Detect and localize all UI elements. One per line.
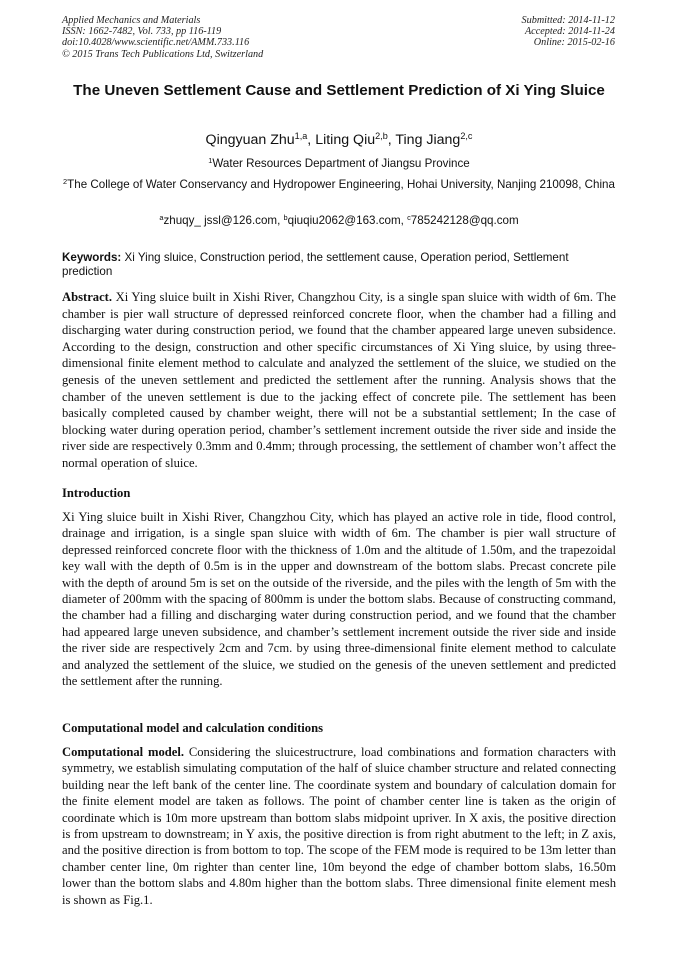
submitted-date: Submitted: 2014-11-12 [521,15,615,26]
introduction-text: Xi Ying sluice built in Xishi River, Changzhou City, which has played an active role in tide, flood control, drainage and irrigation, is a single span sluice with width of 6m. The chamber is pier wall structure of depressed reinforced concrete floor with the thickness of 1.0m and the altitude of 1.50m, and the trapezoidal key wall with the depth of 0.5m is in the upper and downstream of the bottom slabs. Precast concrete pile with the depth of around 5m is set on the outside of the riverside, and the piles with the length of 5m with the diameter of 200mm with the spacing of 800mm is under the bottom slabs. Because of constructing command, the chamber had a filling and discharging water during construction period, and we found that the chamber had appeared large uneven subsidence, and chamber’s settlement increment outside the river side and inside the river side are respectively 2cm and 7cm. by using three-dimensional finite element method to calculate and analyzed the settlement of the sluice, we studied on the genesis of the uneven settlement and predicted the settlement after the running. [62,510,616,689]
affiliation-text: The College of Water Conservancy and Hydropower Engineering, Hohai University, Nanjing 210098, China [67,178,615,191]
computational-heading: Computational model and calculation conditions [62,721,324,735]
abstract-section [62,289,616,472]
affiliation-1 [62,156,616,171]
affiliation-mark: 1 [208,155,213,165]
affiliation-text: Water Resources Department of Jiangsu Province [212,157,470,170]
computational-model-label: Computational model. [62,745,185,759]
email-address[interactable]: zhuqy_ jssl@126.com [163,214,278,227]
dates-info [522,15,615,49]
email-address[interactable]: qiuqiu2062@163.com [287,214,401,227]
author-name: Liting Qiu [315,132,376,148]
accepted-date: Accepted: 2014-11-24 [524,26,615,38]
affiliation-mark: 2 [63,176,68,186]
author-list: Qingyuan Zhu$^{1,a}$, Liting Qiu$^{2,b}$, Ting Jiang$^{2,c}$ [205,131,473,148]
author-name: Ting Jiang [395,132,461,148]
doi-line: doi:10.4028/www.scientific.net/AMM.733.116 [62,37,250,49]
journal-info [62,15,263,60]
email-list: $^a$zhuqy_ jssl@126.com, $^b$qiuqiu2062@163.com, $^c$785242128@qq.com [159,212,519,227]
author-affil-mark: 2,c [460,131,473,142]
affiliation-2 [62,178,616,192]
computational-section [62,744,616,908]
computational-model-text: Considering the sluicestructrure, load combinations and formation characters with symmetry, we establish simulating computation of the half of sluice chamber structure and related connecting building near the left bank of the center line. The coordinate system and boundary of calculation domain for the finite element model are taken as follows. The point of chamber center line is taken as the origin of coordinate which is 10m more upstream than bottom slabs midpoint upriver. In X axis, the positive direction is from upstream to downstream; in Y axis, the positive direction is from right abutment to the left; in Z axis, and the positive direction is from bottom to top. The scope of the FEM mode is required to be 13m letter than chamber center line, 0m righter than center line, 10m beyond the edge of chamber bottom slabs, 16.50m lower than the bottom slabs and 4.80m higher than the bottom slabs. Three dimensional finite element mesh is shown as Fig.1. [62,745,616,907]
abstract-text: Xi Ying sluice built in Xishi River, Changzhou City, is a single span sluice with width of 6m. The chamber is pier wall structure of depressed reinforced concrete floor, when the chamber had a filling and discharging water during construction period, we found that the chamber appeared large uneven subsidence. According to the design, construction and other specific circumstances of Xi Ying sluice, by using three-dimensional finite element method to calculate and analyzed the settlement of the sluice, we studied on the genesis of the uneven settlement and predicted the settlement after the running. Analysis shows that the chamber of the uneven settlement is due to the jacking effect of concrete pile. The settlement has been basically completed caused by chamber weight, there will not be a substantial settlement; In the case of blocking water during operation period, chamber’s settlement increment outside the river side and inside the river side are respectively 0.3mm and 0.4mm; through processing, the settlement of chamber won’t affect the normal operation of sluice. [62,290,616,470]
author-affil-mark: 1,a [294,131,308,142]
issn-line: ISSN: 1662-7482, Vol. 733, pp 116-119 [62,26,222,38]
email-address[interactable]: 785242128@qq.com [410,214,519,227]
introduction-heading: Introduction [62,486,131,500]
author-name: Qingyuan Zhu [205,132,295,148]
email-mark: a [159,212,164,222]
introduction-section [62,509,616,689]
journal-name: Applied Mechanics and Materials [62,15,201,26]
author-affil-mark: 2,b [375,131,388,142]
email-mark: c [407,212,411,222]
online-date: Online: 2015-02-16 [533,37,615,49]
paper-title: The Uneven Settlement Cause and Settlement Prediction of Xi Ying Sluice [73,82,605,99]
keywords-text: Xi Ying sluice, Construction period, the settlement cause, Operation period, Settlement prediction [62,251,569,278]
abstract-label: Abstract. [62,290,113,304]
keywords-label: Keywords: [62,251,122,264]
keywords-section [62,251,616,278]
copyright-line: © 2015 Trans Tech Publications Ltd, Switzerland [62,48,264,60]
email-mark: b [283,212,288,222]
